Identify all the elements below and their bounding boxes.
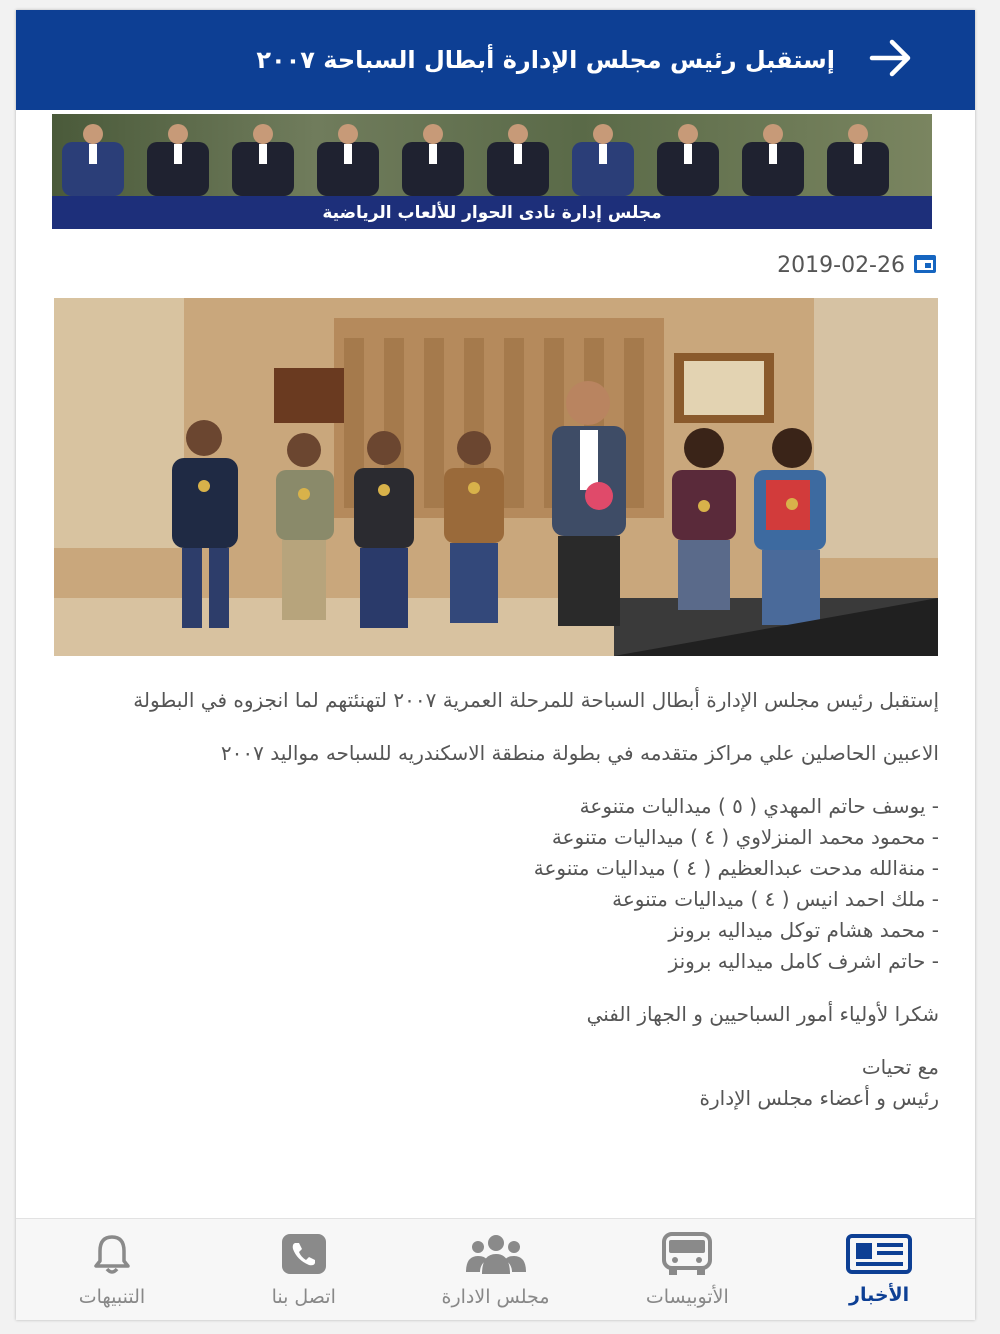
medalists-list	[52, 791, 939, 977]
closing-line-1: مع تحيات	[861, 1055, 939, 1079]
article-thanks: شكرا لأولياء أمور السباحيين و الجهاز الفني	[586, 1002, 939, 1026]
nav-label-notifications: التنبيهات	[78, 1286, 146, 1308]
article-closing	[52, 1052, 939, 1114]
list-item: - ملك احمد انيس ( ٤ ) ميداليات متنوعة	[612, 887, 939, 911]
nav-label-buses: الأتوبيسات	[645, 1286, 729, 1308]
bottom-navigation	[16, 1218, 975, 1320]
back-button[interactable]	[855, 25, 925, 95]
nav-item-notifications[interactable]	[16, 1219, 208, 1320]
nav-label-board: مجلس الادارة	[441, 1286, 550, 1308]
newspaper-icon	[846, 1234, 912, 1278]
closing-line-2: رئيس و أعضاء مجلس الإدارة	[699, 1086, 939, 1110]
page-title: إستقبل رئيس مجلس الإدارة أبطال السباحة ٢٠٠٧	[256, 46, 835, 74]
app-bar	[16, 10, 975, 110]
swimmers-photo	[54, 298, 938, 656]
nav-label-news: الأخبار	[849, 1284, 910, 1306]
list-item: - محمد هشام توكل ميداليه برونز	[668, 918, 939, 942]
date-text: 2019-02-26	[777, 252, 905, 278]
phone-icon	[280, 1232, 328, 1280]
bus-icon	[660, 1232, 714, 1280]
news-detail-content[interactable]	[16, 110, 975, 1218]
group-icon	[465, 1232, 527, 1280]
nav-item-news[interactable]	[783, 1219, 975, 1320]
bell-icon	[90, 1232, 134, 1280]
list-item: - منةالله مدحت عبدالعظيم ( ٤ ) ميداليات متنوعة	[533, 856, 939, 880]
list-item: - محمود محمد المنزلاوي ( ٤ ) ميداليات متنوعة	[551, 825, 939, 849]
post-date	[777, 250, 937, 280]
arrow-right-icon	[866, 38, 914, 82]
app-screen	[16, 10, 975, 1320]
nav-item-board[interactable]	[400, 1219, 592, 1320]
article-intro: إستقبل رئيس مجلس الإدارة أبطال السباحة للمرحلة العمرية ٢٠٠٧ لتهنئتهم لما انجزوه في البطولة	[133, 688, 939, 712]
list-item: - حاتم اشرف كامل ميداليه برونز	[668, 949, 939, 973]
article-body	[52, 685, 939, 1114]
calendar-icon	[913, 252, 937, 278]
nav-label-contact: اتصل بنا	[271, 1286, 336, 1308]
nav-item-contact[interactable]	[208, 1219, 400, 1320]
banner-caption: مجلس إدارة نادى الحوار للألعاب الرياضية	[52, 196, 932, 229]
article-players-intro: الاعبين الحاصلين علي مراكز متقدمه في بطولة منطقة الاسكندريه للسباحه مواليد ٢٠٠٧	[220, 741, 939, 765]
nav-item-buses[interactable]	[591, 1219, 783, 1320]
list-item: - يوسف حاتم المهدي ( ٥ ) ميداليات متنوعة	[579, 794, 939, 818]
board-photo-banner	[52, 114, 932, 229]
